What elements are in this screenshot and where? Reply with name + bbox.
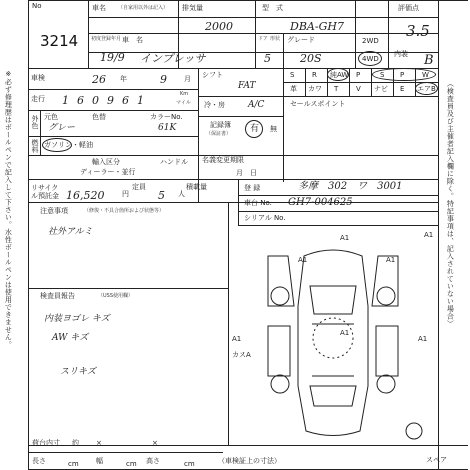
caution-sub: （修復・不具合箇所および状態等） [84, 208, 165, 214]
fuel-circle [42, 138, 72, 152]
serial-label: シリアル No. [244, 214, 286, 222]
cross-2: × [152, 439, 158, 447]
car-name-value: インプレッサ [140, 52, 206, 65]
equip-r: R [312, 71, 317, 79]
caution-text: 社外アルミ [48, 227, 93, 237]
equip-navi: ナビ [374, 85, 388, 93]
length-unit: cm [68, 460, 79, 468]
inspection-year: 26 [92, 73, 106, 86]
ac-label: 冷・房 [204, 101, 225, 109]
equip-s: S [290, 71, 295, 79]
doors-value: 5 [264, 52, 271, 65]
color-code-label: カラーNo. [150, 113, 183, 121]
fuel-value: ガソリン・軽油 [44, 141, 93, 149]
inspector-line-1: 内装ヨゴレ キズ [44, 314, 110, 324]
import-label: 輸入区分 [92, 158, 120, 166]
recycle-unit: 円 [122, 190, 129, 198]
equip-aw-circle [327, 68, 349, 81]
doors-label: ドア [258, 36, 268, 42]
vehicle-name-note: （自家用以外は記入） [118, 5, 169, 11]
equip-pw-circle [372, 68, 436, 81]
damage-mark-5: A1 [340, 329, 350, 337]
capacity-label: 定員 [132, 183, 146, 191]
owner-change-unit: 月 日 [236, 169, 257, 177]
equip-s2: S [380, 71, 385, 79]
drive-4wd-circle [358, 51, 382, 66]
color-change-label: 色替 [92, 113, 106, 121]
first-reg-value: 19/9 [100, 51, 125, 64]
lot-number: 3214 [40, 32, 79, 50]
lot-prefix: No [32, 2, 42, 10]
right-side-note: （検査員及び主催者記入欄に除く。特記事項は、記入されていない場合） [446, 80, 455, 328]
equip-leather: 革 [290, 85, 297, 93]
vehicle-name-label: 車名 [92, 4, 106, 12]
width-label: 幅 [96, 457, 103, 465]
recycle-amount: 16,520 [66, 189, 105, 202]
damage-mark-7: A1 [418, 335, 428, 343]
spare-label: スペア [426, 456, 447, 464]
model-value: DBA-GH7 [290, 20, 344, 33]
equip-v: V [356, 85, 361, 93]
height-unit: cm [184, 460, 195, 468]
damage-mark-6: カスA [232, 351, 251, 359]
equip-kawa: カワ [308, 85, 322, 93]
score-value: 3.5 [406, 22, 430, 40]
sales-point-label: セールスポイント [290, 100, 346, 108]
interior-label: 内装 [394, 50, 408, 58]
inspector-line-2: AW キズ [52, 333, 89, 343]
original-color-label: 元色 [44, 113, 58, 121]
car-name-label: 車 名 [122, 36, 143, 44]
cargo-label: 荷台内寸 [32, 439, 60, 447]
type-label: 形状 [270, 36, 281, 42]
grade-label: グレード [287, 36, 315, 44]
ac-value: A/C [248, 100, 265, 110]
inspector-line-3: スリキズ [60, 367, 96, 377]
length-label: 長さ [32, 457, 46, 465]
chassis-value: GH7-004625 [288, 197, 353, 208]
chassis-label: 車台 No. [244, 199, 272, 207]
registration-value: 多摩 302 ワ 3001 [298, 181, 403, 192]
inspection-record-sub: （保証書） [206, 131, 232, 137]
cross-1: × [96, 439, 102, 447]
inspection-month-unit: 月 [184, 75, 191, 83]
damage-mark-1: A1 [340, 234, 350, 242]
drive-2wd: 2WD [362, 37, 379, 45]
footer-note: （車検証上の寸法） [218, 457, 281, 465]
equip-airbag: エアB [417, 85, 436, 93]
load-label: 積載量 [186, 183, 207, 191]
inspector-sub: （USS使用欄） [98, 293, 134, 299]
damage-mark-8: A1 [424, 231, 434, 239]
damage-mark-2: A1 [298, 256, 308, 264]
interior-grade: B [424, 53, 434, 68]
color-label: 外色 [31, 115, 39, 129]
first-reg-label: 初度登録年月 [91, 36, 122, 42]
registration-label: 登 録 [244, 184, 261, 192]
damage-mark-4: A1 [232, 335, 242, 343]
mileage-value: 160961 [62, 94, 152, 107]
inspection-record-yes: 有 [250, 124, 260, 134]
shift-label: シフト [202, 71, 223, 79]
inspector-label: 検査員報告 [40, 292, 75, 300]
inspection-month: 9 [160, 73, 167, 86]
equip-airbag-circle [415, 82, 438, 95]
equip-p: P [356, 71, 361, 79]
inspection-record-no: 無 [270, 125, 277, 133]
damage-mark-3: A1 [386, 256, 396, 264]
mileage-label: 走行 [31, 95, 45, 103]
equip-p2: P [400, 71, 405, 79]
handle-label: ハンドル [160, 158, 188, 166]
equip-e: E [400, 85, 405, 93]
grade-value: 20S [300, 52, 322, 65]
inspection-record-label: 記録簿 [210, 121, 231, 129]
equip-w: W [422, 71, 429, 79]
displacement-label: 排気量 [182, 4, 203, 12]
shift-value: FAT [238, 81, 256, 91]
inspection-label: 車検 [31, 74, 45, 82]
car-damage-diagram [228, 226, 438, 445]
height-label: 高さ [146, 457, 160, 465]
recycle-label: リサイクル預託金 [31, 184, 59, 201]
displacement-value: 2000 [205, 20, 233, 33]
drive-4wd: 4WD [362, 55, 379, 63]
fuel-label: 燃料 [31, 139, 39, 153]
mileage-unit-km: Km [180, 91, 189, 97]
color-value: グレー [48, 123, 76, 133]
owner-change-label: 名義変更期限 [202, 156, 244, 164]
about-label: 約 [72, 439, 79, 447]
color-code-value: 61K [158, 123, 177, 133]
inspection-record-circle [245, 120, 263, 138]
model-label: 型 式 [262, 4, 283, 12]
inspection-year-unit: 年 [120, 75, 127, 83]
score-label: 評価点 [398, 4, 419, 12]
dealer-label: ディーラー・並行 [80, 168, 136, 176]
width-unit: cm [126, 460, 137, 468]
equip-aw: 純AW [330, 71, 349, 79]
caution-label: 注意事項 [40, 207, 68, 215]
capacity-unit: 人 [178, 190, 185, 198]
mileage-unit-mile: マイル [176, 100, 191, 106]
equip-tv: T [334, 85, 339, 93]
left-side-note: ※必ず修理歴はボールペンで記入して下さい。水性ボールペンは使用できません。 [4, 70, 13, 349]
capacity-value: 5 [158, 189, 165, 202]
